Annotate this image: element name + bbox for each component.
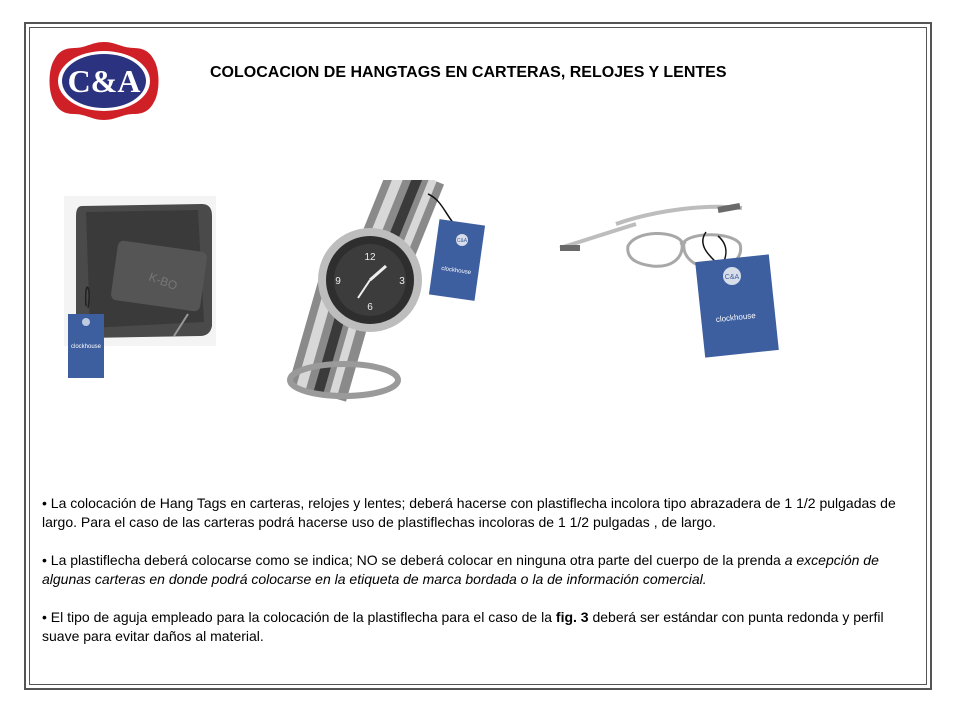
paragraph-3-part-b: deberá ser estándar con punta redonda y perfil suave para evitar daños al material. — [42, 609, 884, 644]
svg-text:6: 6 — [367, 302, 373, 313]
logo-text: C&A — [67, 63, 141, 99]
paragraph-3 — [42, 608, 902, 646]
tag-brand-text: clockhouse — [715, 310, 757, 325]
glasses-figure — [556, 196, 786, 366]
svg-text:12: 12 — [364, 252, 376, 263]
paragraph-3-fig-ref: fig. 3 — [555, 609, 589, 625]
c-and-a-logo — [46, 40, 162, 122]
tag-logo-text: C&A — [456, 238, 468, 244]
wallet-figure — [62, 196, 218, 382]
tag-brand-text: clockhouse — [70, 344, 102, 350]
watch-figure — [270, 180, 500, 402]
paragraph-2 — [42, 551, 902, 589]
svg-text:9: 9 — [335, 276, 341, 287]
page-title: COLOCACION DE HANGTAGS EN CARTERAS, RELOJES Y LENTES — [210, 64, 727, 81]
paragraph-2-italic: a excepción de algunas carteras en donde podrá colocarse en la etiqueta de marca bordada o la de información comercial. — [42, 552, 879, 587]
instructions-text — [42, 494, 902, 646]
paragraph-1: • La colocación de Hang Tags en carteras, relojes y lentes; deberá hacerse con plastiflecha incolora tipo abrazadera de 1 1/2 pulgadas de largo. Para el caso de las carteras podrá hacerse uso de plastiflechas incoloras de 1 1/2 pulgadas , de largo. — [42, 495, 896, 530]
tag-brand-text: clockhouse — [440, 265, 472, 277]
svg-text:K-BO: K-BO — [146, 269, 180, 293]
tag-logo-text: C&A — [724, 274, 740, 281]
paragraph-2-normal: • La plastiflecha deberá colocarse como se indica; NO se deberá colocar en ninguna otra parte del cuerpo de la prenda — [42, 552, 785, 568]
paragraph-3-part-a: • El tipo de aguja empleado para la colocación de la plastiflecha para el caso de la — [42, 609, 556, 625]
svg-text:3: 3 — [399, 276, 405, 287]
